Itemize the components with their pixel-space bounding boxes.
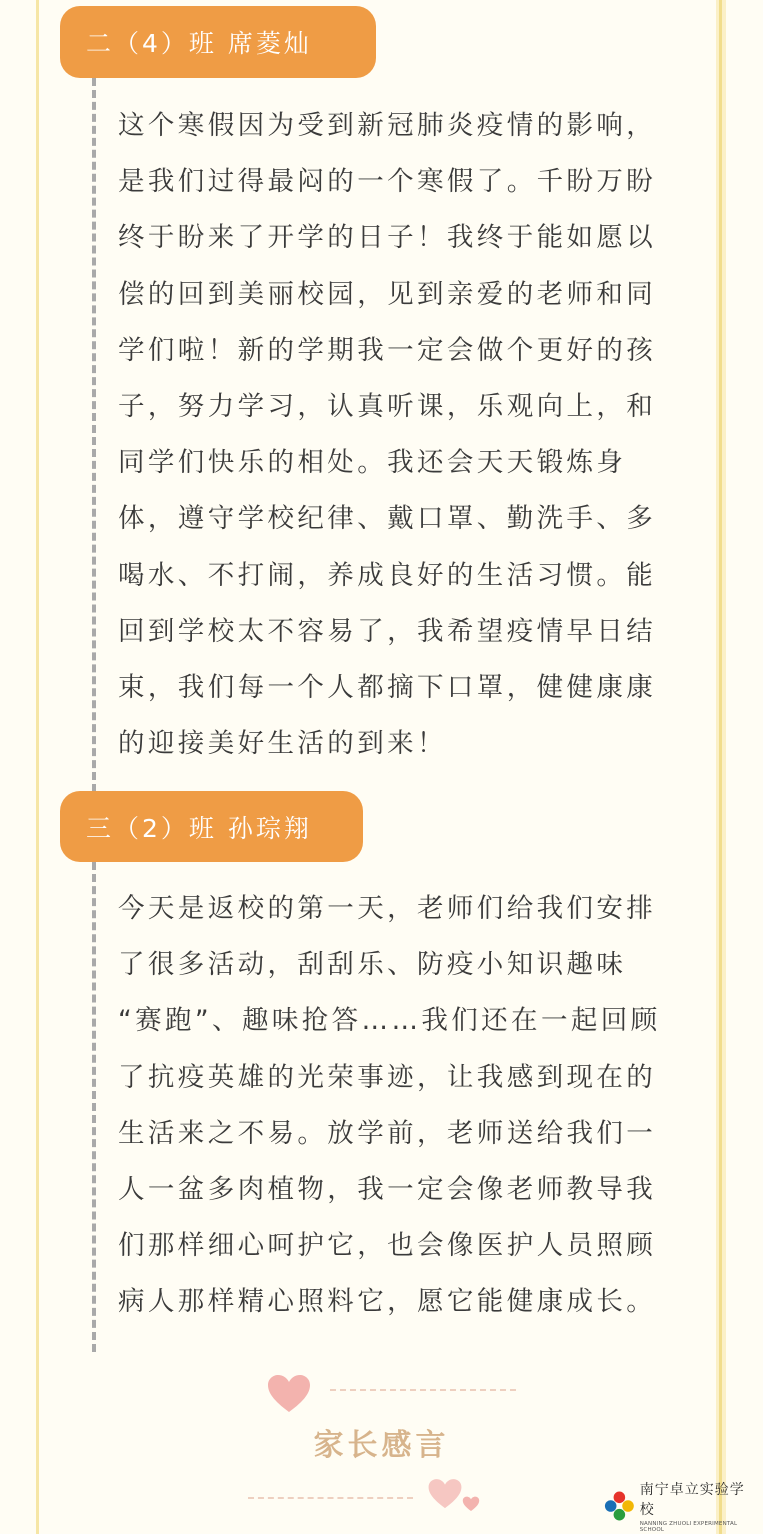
school-name-cn: 南宁卓立实验学校 (639, 1482, 745, 1518)
paragraph-line: 今天是返校的第一天，老师们给我们安排 (118, 893, 657, 924)
paragraph-line: 是我们过得最闷的一个寒假了。千盼万盼 (118, 166, 657, 198)
school-emblem-icon (603, 1489, 636, 1523)
paragraph-line: 的迎接美好生活的到来！ (118, 728, 447, 760)
right-rail-line (719, 0, 722, 1534)
paragraph-line: 了很多活动，刮刮乐、防疫小知识趣味 (118, 949, 627, 981)
paragraph-line: 束，我们每一个人都摘下口罩，健健康康 (118, 672, 657, 704)
paragraph-line: 生活来之不易。放学前，老师送给我们一 (118, 1117, 657, 1149)
heart-icon (462, 1496, 480, 1512)
paragraph-line: 子，努力学习，认真听课，乐观向上，和 (118, 391, 657, 423)
paragraph-line: 终于盼来了开学的日子！我终于能如愿以 (118, 222, 657, 254)
paragraph-line: 人一盆多肉植物，我一定会像老师教导我 (118, 1174, 657, 1206)
paragraph-line: 喝水、不打闹，养成良好的生活习惯。能 (118, 559, 657, 591)
paragraph-line: 学们啦！新的学期我一定会做个更好的孩 (118, 334, 657, 366)
paragraph-line: 病人那样精心照料它，愿它能健康成长。 (118, 1286, 657, 1318)
school-logo (603, 1482, 759, 1533)
section-header-pill (60, 6, 376, 78)
section-header-text: 三（2）班 孙琮翔 (86, 813, 312, 843)
paragraph-line: 体，遵守学校纪律、戴口罩、勤洗手、多 (118, 503, 657, 535)
footer-divider (248, 1497, 413, 1499)
heart-icon (266, 1374, 312, 1414)
paragraph-line: “赛跑”、趣味抢答……我们还在一起回顾 (118, 1005, 661, 1037)
timeline-dashed-line (92, 862, 96, 1352)
timeline-dashed-line (92, 78, 96, 792)
paragraph-line: 回到学校太不容易了，我希望疫情早日结 (118, 615, 657, 647)
section-paragraph (118, 881, 702, 1331)
left-rail (36, 0, 39, 1534)
heart-icon (427, 1478, 463, 1510)
paragraph-line: 了抗疫英雄的光荣事迹，让我感到现在的 (118, 1061, 657, 1093)
paragraph-line: 这个寒假因为受到新冠肺炎疫情的影响， (118, 110, 657, 141)
section-paragraph (118, 98, 702, 772)
paragraph-line: 们那样细心呵护它，也会像医护人员照顾 (118, 1230, 657, 1262)
section-header-text: 二（4）班 席菱灿 (86, 29, 312, 58)
footer-divider (330, 1389, 516, 1391)
footer-title: 家长感言 (313, 1428, 450, 1463)
school-name-en: NANNING ZHUOLI EXPERIMENTAL SCHOOL (639, 1521, 738, 1533)
paragraph-line: 同学们快乐的相处。我还会天天锻炼身 (118, 447, 627, 479)
section-header-pill (60, 791, 363, 862)
paragraph-line: 偿的回到美丽校园，见到亲爱的老师和同 (118, 278, 657, 310)
